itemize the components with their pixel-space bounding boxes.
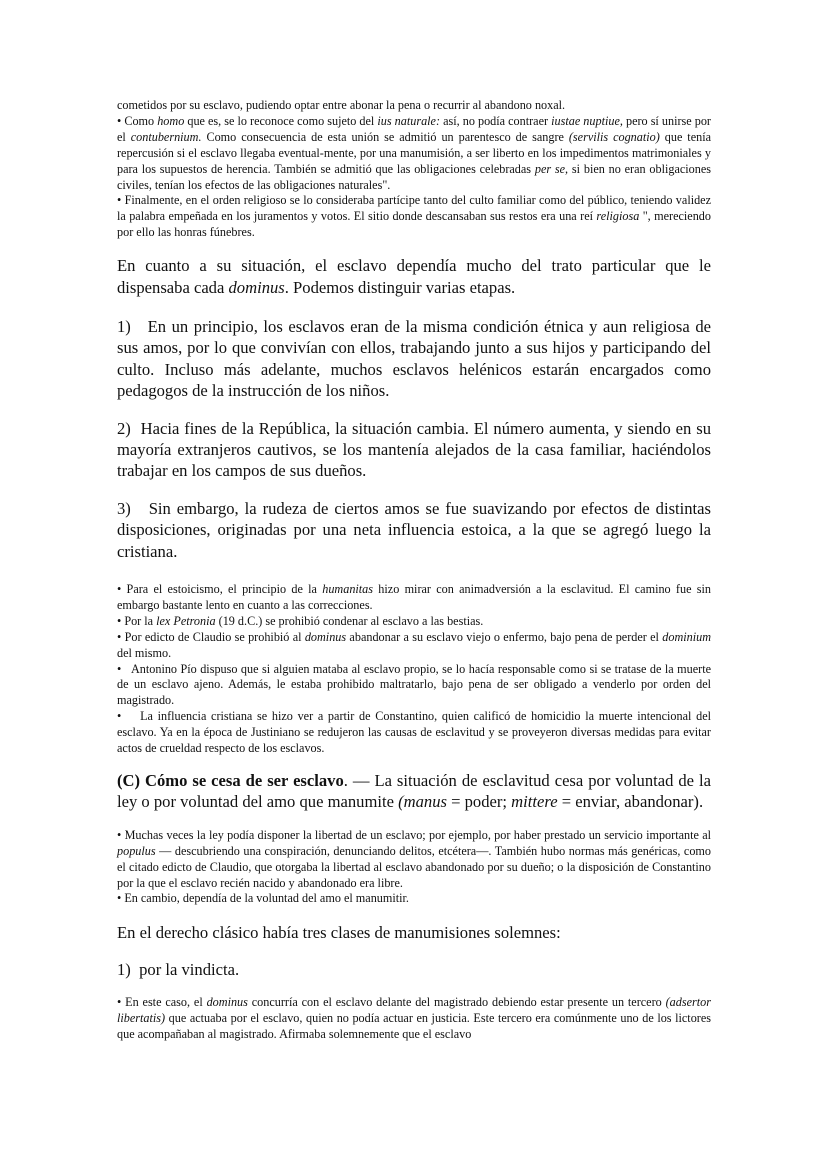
bullet-antonino-pio: • Antonino Pío dispuso que si alguien mataba al esclavo propio, se lo hacía responsable como si se tratase de la muerte de un esclavo ajeno. Además, le estaba prohibido maltratarlo, bajo pena de ser obligado a venderlo por orden del magistrado. [117, 661, 711, 708]
stage-3: 3) Sin embargo, la rudeza de ciertos amos se fue suavizando por efectos de distintas disposiciones, originadas por una neta influencia estoica, a la que se agregó luego la cristiana. [117, 498, 711, 561]
bullet-homo: • Como homo que es, se lo reconoce como sujeto del ius naturale: así, no podía contraer iustae nuptiue, pero sí unirse por el contubernium. Como consecuencia de esta unión se admitió un parentesco de sangre (servilis cognatio) que tenía repercusión si el esclavo llegaba eventual-mente, por una manumisión, a ser liberto en los impedimentos matrimoniales y para los supuestos de herencia. También se admitió que las obligaciones celebradas per se, si bien no eran obligaciones civiles, tenían los efectos de las obligaciones naturales". [117, 113, 711, 192]
stage-2: 2) Hacia fines de la República, la situación cambia. El número aumenta, y siendo en su mayoría extranjeros cautivos, se los mantenía alejados de la casa familiar, haciéndolos trabajar en los campos de sus dueños. [117, 418, 711, 481]
bullet-estoicismo: • Para el estoicismo, el principio de la humanitas hizo mirar con animadversión a la esclavitud. El camino fue sin embargo bastante lento en cuanto a las correcciones. [117, 582, 711, 612]
item-vindicta: 1) por la vindicta. [117, 959, 240, 979]
bullet-lex-petronia: • Por la lex Petronia (19 d.C.) se prohibió condenar al esclavo a las bestias. [117, 613, 484, 628]
bullet-influencia-cristiana: • La influencia cristiana se hizo ver a partir de Constantino, quien calificó de homicidio la muerte intencional del esclavo. Ya en la época de Justiniano se redujeron las causas de esclavitud y se proveyeron diversas medidas para evitar actos de crueldad respecto de los esclavos. [117, 709, 711, 756]
stage-1: 1) En un principio, los esclavos eran de la misma condición étnica y aun religiosa de sus amos, por lo que convivían con ellos, trabajando junto a sus hijos y participando del culto. Incluso más adelante, muchos esclavos helénicos estarán encargados como pedagogos de la instrucción de los niños. [117, 316, 711, 401]
bullet-vindicta: • En este caso, el dominus concurría con el esclavo delante del magistrado debiendo estar presente un tercero (adsertor libertatis) que actuaba por el esclavo, quien no podía actuar en justicia. Este tercero era comúnmente uno de los lictores que acompañaban al magistrado. Afirmaba solemnemente que el esclavo [117, 995, 711, 1041]
noxal-line: cometidos por su esclavo, pudiendo optar entre abonar la pena o recurrir al abandono noxal. [117, 98, 566, 112]
paragraph-situacion: En cuanto a su situación, el esclavo dependía mucho del trato particular que le dispensaba cada dominus. Podemos distinguir varias etapas. [117, 256, 711, 297]
bullet-religioso: • Finalmente, en el orden religioso se lo consideraba partícipe tanto del culto familiar como del público, teniendo validez la palabra empeñada en los juramentos y votos. El sitio donde descansaban sus restos era una reí religiosa ", mereciendo por ello las honras fúnebres. [117, 193, 711, 240]
paragraph-manumisiones: En el derecho clásico había tres clases de manumisiones solemnes: [117, 923, 561, 943]
page-content [117, 98, 711, 1043]
section-c-heading: (C) Cómo se cesa de ser esclavo. — La situación de esclavitud cesa por voluntad de la ley o por voluntad del amo que manumite (manus = poder; mittere = enviar, abandonar). [117, 771, 711, 812]
bullet-edicto-claudio: • Por edicto de Claudio se prohibió al dominus abandonar a su esclavo viejo o enfermo, bajo pena de perder el dominium del mismo. [117, 629, 711, 660]
bullet-ley-libertad: • Muchas veces la ley podía disponer la libertad de un esclavo; por ejemplo, por haber prestado un servicio importante al populus — descubriendo una conspiración, denunciando delitos, etcétera—. También hubo normas más genéricas, como el citado edicto de Claudio, que otorgaba la libertad al esclavo abandonado por su dueño; o la disposición de Constantino por la que el esclavo recién nacido y abandonado era libre. [117, 827, 711, 890]
bullet-voluntad-amo: • En cambio, dependía de la voluntad del amo el manumitir. [117, 891, 409, 906]
